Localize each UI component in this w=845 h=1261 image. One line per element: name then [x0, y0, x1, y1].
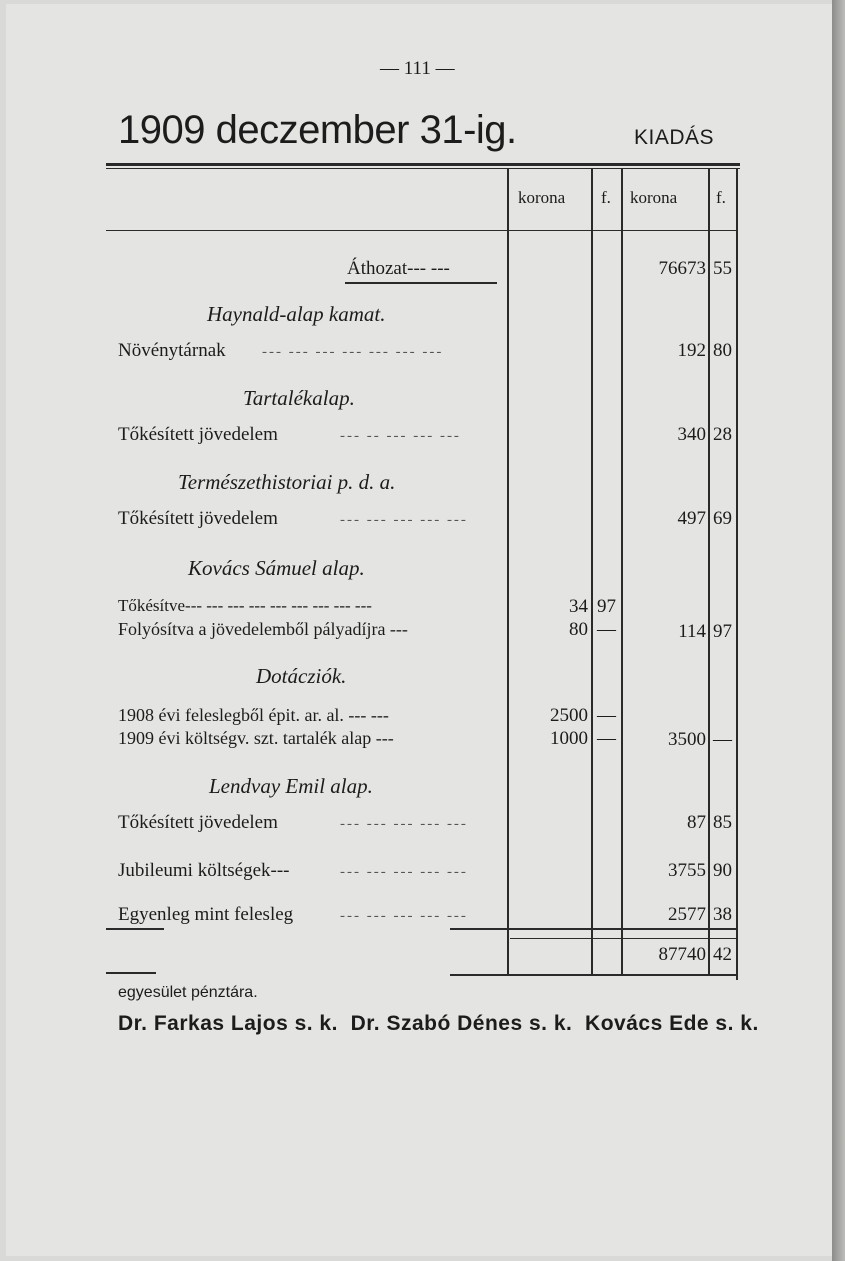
total-rule-inner: [510, 938, 736, 939]
egyenleg-label: Egyenleg mint felesleg: [118, 904, 294, 925]
kovacs-row1-label: Tőkésítve--- --- --- --- --- --- --- --- ---: [118, 596, 372, 615]
dotacziok-row2-label: 1909 évi költségv. szt. tartalék alap ---: [118, 728, 394, 748]
tartalek-label: Tőkésített jövedelem: [118, 424, 278, 445]
section-heading-haynald: Haynald-alap kamat.: [207, 302, 386, 326]
top-double-rule: [106, 163, 740, 166]
section-label: KIADÁS: [634, 126, 715, 149]
lendvay-f: 85: [713, 812, 732, 833]
jubileumi-f: 90: [713, 860, 732, 881]
lendvay-label: Tőkésített jövedelem: [118, 812, 278, 833]
athozat-f: 55: [713, 258, 732, 279]
termeszet-leader: --- --- --- --- ---: [340, 512, 468, 528]
tartalek-f: 28: [713, 424, 732, 445]
dotacziok-total-korona: 3500: [668, 729, 706, 750]
athozat-korona: 76673: [658, 258, 706, 279]
header-f-2: f.: [716, 188, 726, 207]
egyenleg-korona: 2577: [668, 904, 706, 925]
dotacziok-total-f: —: [713, 729, 732, 750]
kovacs-total-korona: 114: [678, 621, 706, 642]
egyenleg-leader: --- --- --- --- ---: [340, 908, 468, 924]
bottom-rule-left: [106, 972, 156, 974]
column-divider-korona1-left: [507, 168, 509, 974]
egyenleg-f: 38: [713, 904, 732, 925]
lendvay-leader: --- --- --- --- ---: [340, 816, 468, 832]
jubileumi-leader: --- --- --- --- ---: [340, 864, 468, 880]
kovacs-row1-korona: 34: [569, 596, 588, 617]
kovacs-row2-korona: 80: [569, 619, 588, 640]
jubileumi-label: Jubileumi költségek---: [118, 860, 290, 881]
kovacs-row1-f: 97: [597, 596, 616, 617]
tartalek-leader: --- -- --- --- ---: [340, 428, 461, 444]
bottom-rule: [450, 974, 738, 976]
page-number: — 111 —: [380, 58, 455, 79]
footer-note: egyesület pénztára.: [118, 984, 258, 1001]
section-heading-kovacs: Kovács Sámuel alap.: [188, 556, 365, 580]
section-heading-dotacziok: Dotácziók.: [256, 664, 347, 688]
column-divider-f1-left: [591, 168, 593, 974]
kovacs-total-f: 97: [713, 621, 732, 642]
haynald-korona: 192: [677, 340, 706, 361]
page-title: 1909 deczember 31-ig.: [118, 108, 517, 152]
haynald-leader: --- --- --- --- --- --- ---: [262, 344, 444, 360]
section-heading-tartalek: Tartalékalap.: [243, 386, 355, 410]
header-korona-1: korona: [518, 188, 566, 207]
termeszet-f: 69: [713, 508, 732, 529]
dotacziok-row1-f: —: [597, 705, 616, 726]
dotacziok-row2-korona: 1000: [550, 728, 588, 749]
haynald-label: Növénytárnak: [118, 340, 226, 361]
dotacziok-row1-label: 1908 évi feleslegből épit. ar. al. --- ---: [118, 705, 389, 725]
kovacs-row2-label: Folyósítva a jövedelemből pályadíjra ---: [118, 619, 408, 639]
total-rule-left: [106, 928, 164, 930]
header-korona-2: korona: [630, 188, 678, 207]
kovacs-row2-f: —: [597, 619, 616, 640]
grand-total-korona: 87740: [658, 944, 706, 965]
signatures: Dr. Farkas Lajos s. k. Dr. Szabó Dénes s. k. Kovács Ede s. k.: [118, 1012, 759, 1035]
haynald-f: 80: [713, 340, 732, 361]
section-heading-termeszet: Természethistoriai p. d. a.: [178, 470, 396, 494]
top-rule-thin: [106, 168, 740, 169]
column-divider-korona2-left: [621, 168, 623, 974]
column-divider-right: [736, 168, 738, 980]
lendvay-korona: 87: [687, 812, 706, 833]
dotacziok-row2-f: —: [597, 728, 616, 749]
book-spine-edge: [832, 0, 845, 1261]
grand-total-f: 42: [713, 944, 732, 965]
termeszet-label: Tőkésített jövedelem: [118, 508, 278, 529]
dotacziok-row1-korona: 2500: [550, 705, 588, 726]
section-heading-lendvay: Lendvay Emil alap.: [209, 774, 373, 798]
tartalek-korona: 340: [677, 424, 706, 445]
jubileumi-korona: 3755: [668, 860, 706, 881]
column-divider-f2-left: [708, 168, 710, 974]
termeszet-korona: 497: [677, 508, 706, 529]
athozat-underline: [345, 282, 497, 284]
header-bottom-rule: [106, 230, 738, 231]
header-f-1: f.: [601, 188, 611, 207]
total-rule: [450, 928, 738, 930]
athozat-label: Áthozat--- ---: [347, 258, 450, 279]
